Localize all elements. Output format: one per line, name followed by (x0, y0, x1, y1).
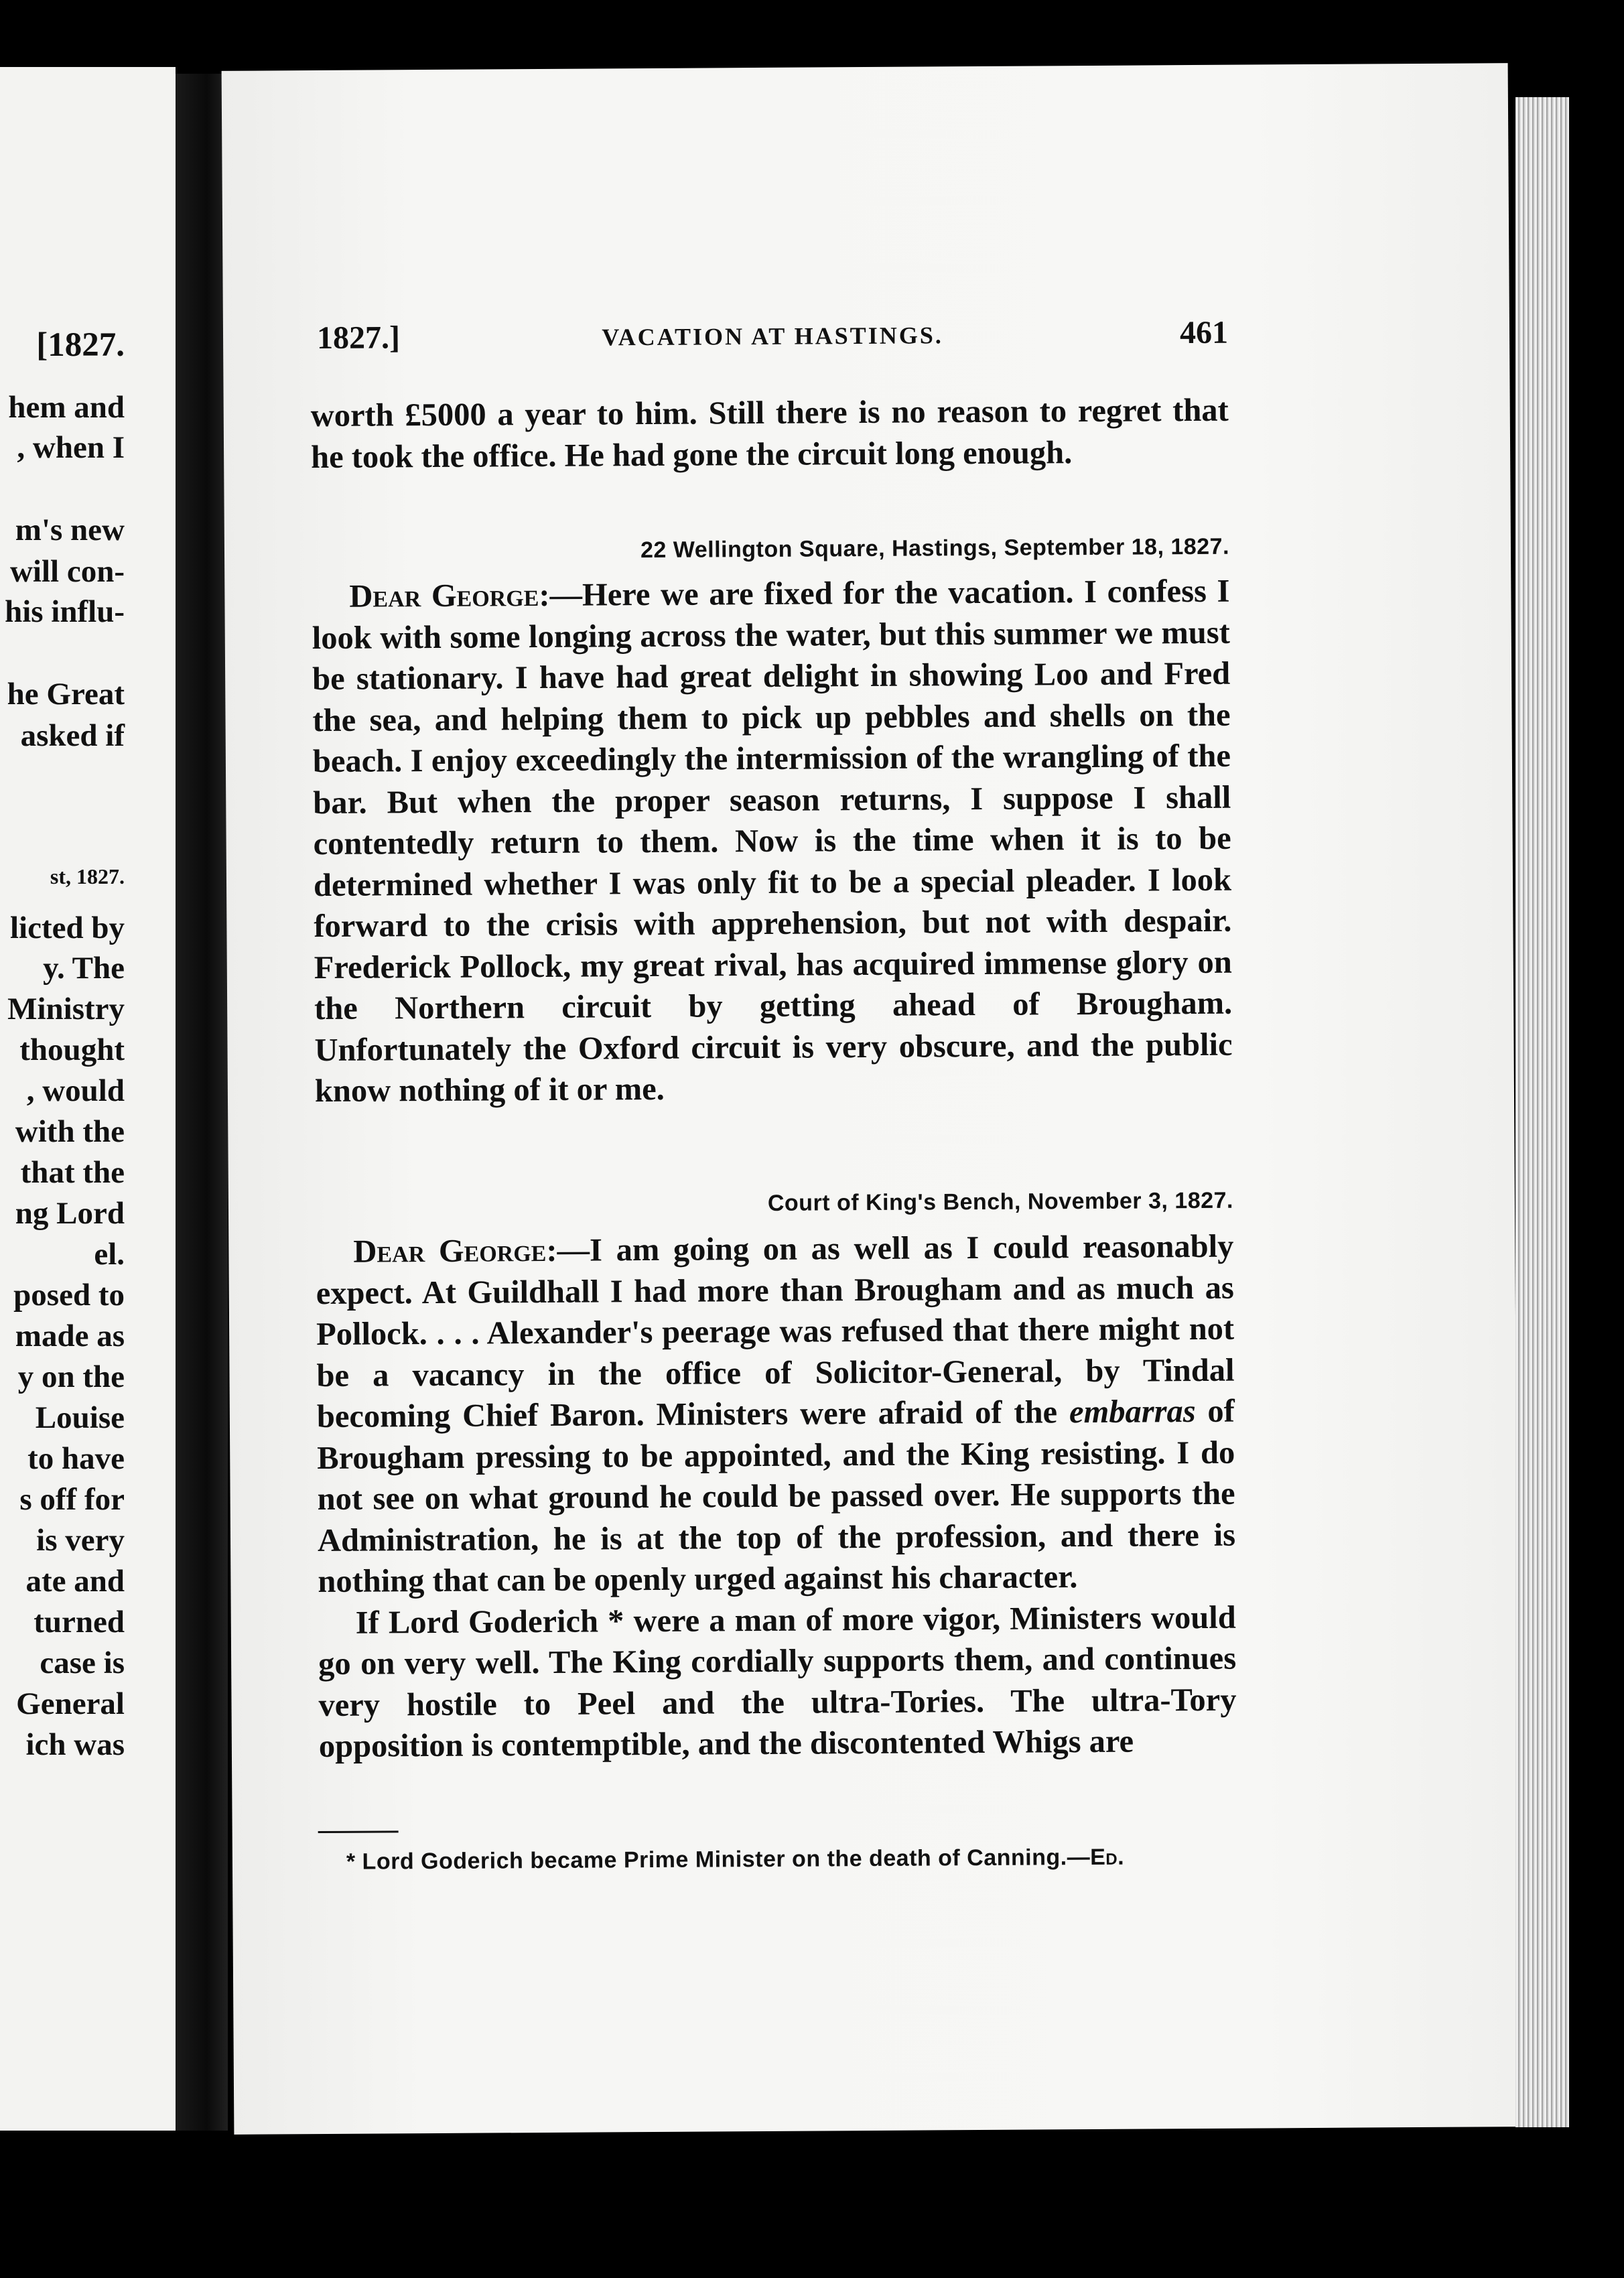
footnote: * Lord Goderich became Prime Minister on the death of Canning.—Ed. (346, 1844, 1125, 1875)
left-page-line: he Great (7, 677, 125, 712)
left-page-line: , would (26, 1073, 125, 1108)
footnote-rule (318, 1830, 399, 1833)
left-page-line: ate and (25, 1564, 125, 1599)
left-page-line: m's new (15, 513, 125, 547)
left-page-line: case is (40, 1646, 125, 1680)
left-page-line: licted by (9, 911, 125, 945)
letter-body: Dear George:—I am going on as well as I could reasonably expect. At Guildhall I had more than Brougham and as much as Pollock. . . . Alexander's peerage was refused that there might not be a vacancy in the office of Solicitor-General, by Tindal becoming Chief Baron. Ministers were afraid of the embarras of Brougham pressing to be appointed, and the King resisting. I do not see on what ground he could be passed over. He supports the Administration, he is at the top of the profession, and there is nothing that can be openly urged against his character. If Lord Goderich * were a man of more vigor, Ministers would go on very well. The King cordially supports them, and continues very hostile to Peel and the ultra-Tories. The ultra-Tory opposition is contemptible, and the discontented Whigs are (316, 1226, 1237, 1767)
running-head (317, 314, 1228, 360)
letter-body: Dear George:—Here we are fixed for the vacation. I confess I look with some longing across the water, but this summer we must be stationary. I have had great delight in showing Loo and Fred the sea, and helping them to pick up pebbles and shells on the beach. I enjoy exceedingly the intermission of the wrangling of the bar. But when the proper season returns, I suppose I shall contentedly return to them. Now is the time when it is to be determined whether I was only fit to be a special pleader. I look forward to the crisis with apprehension, but not with despair. Frederick Pollock, my great rival, has acquired immense glory on the Northern circuit by getting ahead of Brougham. Unfortunately the Oxford circuit is very obscure, and the public know nothing of it or me. (312, 573, 1233, 1110)
running-head-year: 1827.] (316, 320, 401, 356)
left-page-line: s off for (19, 1482, 125, 1517)
left-page-line: ich was (25, 1727, 125, 1762)
letter-dateline: Court of King's Bench, November 3, 1827. (767, 1187, 1234, 1216)
left-page-line: is very (36, 1523, 125, 1558)
page-edges (1515, 97, 1569, 2127)
letter-paragraph: If Lord Goderich * were a man of more vigor, Ministers would go on very well. The King cordially supports them, and continues very hostile to Peel and the ultra-Tories. The ultra-Tory opposition is contemptible, and the discontented Whigs are (318, 1599, 1237, 1765)
left-page-line: y. The (43, 951, 125, 986)
left-facing-page (0, 67, 176, 2131)
letter-dateline: 22 Wellington Square, Hastings, September 18, 1827. (640, 533, 1230, 563)
left-page-line: posed to (13, 1278, 125, 1313)
left-page-line: to have (27, 1441, 125, 1476)
book-gutter (176, 74, 228, 2131)
left-page-line: that the (20, 1155, 125, 1190)
running-head-title: VACATION AT HASTINGS. (602, 322, 943, 351)
left-page-line: el. (94, 1237, 125, 1272)
letter-salutation: Dear George: (349, 577, 550, 614)
left-page-line: thought (19, 1032, 125, 1067)
left-page-line: his influ- (5, 594, 125, 629)
left-page-line: General (16, 1686, 125, 1721)
left-page-line: Ministry (7, 992, 125, 1026)
left-page-line: Louise (35, 1400, 125, 1435)
page-number: 461 (1179, 314, 1229, 351)
left-page-line: y on the (17, 1359, 125, 1394)
left-page-line: with the (15, 1114, 125, 1149)
left-page-line: st, 1827. (50, 864, 125, 888)
letter-salutation: Dear George: (353, 1232, 557, 1270)
left-page-line: ng Lord (15, 1196, 125, 1231)
book-page (222, 63, 1521, 2135)
left-page-line: will con- (9, 554, 125, 589)
left-page-line: asked if (20, 718, 125, 753)
left-page-line: , when I (17, 430, 125, 465)
left-page-line: hem and (8, 390, 125, 425)
left-page-line: turned (33, 1605, 125, 1639)
italic-word: embarras (1069, 1394, 1196, 1430)
continuation-paragraph: worth £5000 a year to him. Still there is no reason to regret that he took the office. He had gone the circuit long enough. (310, 392, 1229, 475)
left-page-line: [1827. (36, 326, 125, 364)
left-page-line: made as (15, 1319, 125, 1353)
